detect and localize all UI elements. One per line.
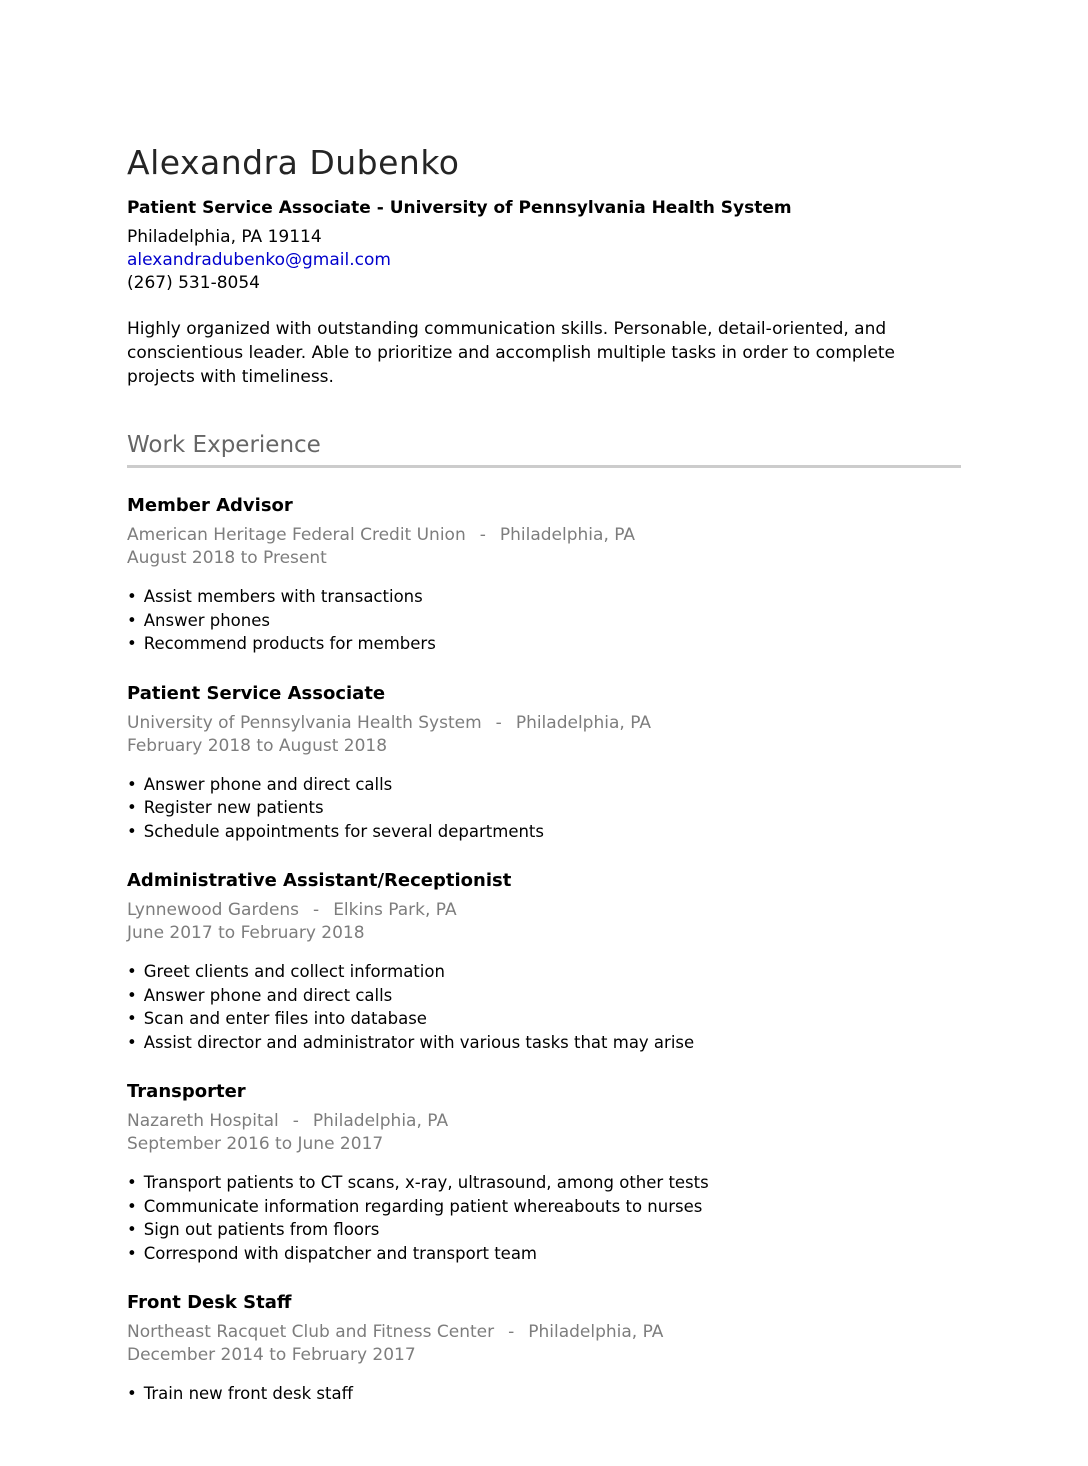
bullet-item: • Assist members with transactions xyxy=(127,585,961,609)
job-entry xyxy=(127,682,961,844)
job-bullets xyxy=(127,960,961,1054)
job-entry xyxy=(127,869,961,1054)
job-bullets xyxy=(127,773,961,844)
bullet-item: • Sign out patients from floors xyxy=(127,1218,961,1242)
job-bullets xyxy=(127,1171,961,1265)
company-name: Nazareth Hospital xyxy=(127,1111,279,1132)
job-list xyxy=(127,494,961,1406)
bullet-item: • Answer phones xyxy=(127,609,961,633)
job-location: Philadelphia, PA xyxy=(312,1111,449,1132)
company-location-separator: - xyxy=(292,1111,299,1132)
job-location: Elkins Park, PA xyxy=(333,900,457,921)
company-location-separator: - xyxy=(479,525,486,546)
company-location-separator: - xyxy=(313,900,320,921)
bullet-item: • Scan and enter files into database xyxy=(127,1007,961,1031)
job-company-location xyxy=(127,1321,961,1344)
job-title: Administrative Assistant/Receptionist xyxy=(127,870,512,892)
company-name: University of Pennsylvania Health System xyxy=(127,712,482,733)
job-entry xyxy=(127,1080,961,1265)
company-name: Lynnewood Gardens xyxy=(127,900,300,921)
job-dates: December 2014 to February 2017 xyxy=(127,1345,416,1366)
job-title: Transporter xyxy=(127,1081,246,1103)
job-title: Member Advisor xyxy=(127,495,293,517)
bullet-item: • Train new front desk staff xyxy=(127,1382,961,1406)
job-dates: February 2018 to August 2018 xyxy=(127,735,388,756)
bullet-item: • Assist director and administrator with various tasks that may arise xyxy=(127,1031,961,1055)
bullet-item: • Greet clients and collect information xyxy=(127,960,961,984)
bullet-item: • Register new patients xyxy=(127,796,961,820)
job-title: Patient Service Associate xyxy=(127,682,386,704)
headline: Patient Service Associate - University of Pennsylvania Health System xyxy=(127,197,792,218)
phone-line: (267) 531-8054 xyxy=(127,272,260,293)
job-entry xyxy=(127,1291,961,1406)
bullet-item: • Transport patients to CT scans, x-ray, ultrasound, among other tests xyxy=(127,1171,961,1195)
bullet-item: • Answer phone and direct calls xyxy=(127,984,961,1008)
company-name: Northeast Racquet Club and Fitness Center xyxy=(127,1322,495,1343)
job-location: Philadelphia, PA xyxy=(528,1322,664,1343)
summary-text: Highly organized with outstanding communication skills. Personable, detail-oriented, and conscientious leader. Able to prioritize and accomplish multiple tasks in order to complete projects with timeliness. xyxy=(127,318,895,387)
location-line: Philadelphia, PA 19114 xyxy=(127,226,322,247)
job-bullets xyxy=(127,585,961,656)
job-title: Front Desk Staff xyxy=(127,1292,292,1314)
job-company-location xyxy=(127,524,961,547)
company-name: American Heritage Federal Credit Union xyxy=(127,525,466,546)
bullet-item: • Schedule appointments for several departments xyxy=(127,820,961,844)
bullet-item: • Communicate information regarding patient whereabouts to nurses xyxy=(127,1195,961,1219)
candidate-name: Alexandra Dubenko xyxy=(127,143,460,182)
bullet-item: • Correspond with dispatcher and transport team xyxy=(127,1242,961,1266)
bullet-item: • Recommend products for members xyxy=(127,632,961,656)
job-dates: August 2018 to Present xyxy=(127,548,327,569)
job-bullets xyxy=(127,1382,961,1406)
section-divider xyxy=(127,465,961,468)
job-dates: September 2016 to June 2017 xyxy=(127,1134,384,1155)
job-dates: June 2017 to February 2018 xyxy=(127,923,365,944)
job-location: Philadelphia, PA xyxy=(515,712,651,733)
job-company-location xyxy=(127,899,961,922)
company-location-separator: - xyxy=(508,1322,515,1343)
email-link[interactable]: alexandradubenko@gmail.com xyxy=(127,249,391,270)
company-location-separator: - xyxy=(495,712,502,733)
job-company-location xyxy=(127,1110,961,1133)
job-location: Philadelphia, PA xyxy=(499,525,636,546)
job-entry xyxy=(127,494,961,656)
job-company-location xyxy=(127,712,961,735)
section-heading-work-experience: Work Experience xyxy=(127,431,321,458)
bullet-item: • Answer phone and direct calls xyxy=(127,773,961,797)
